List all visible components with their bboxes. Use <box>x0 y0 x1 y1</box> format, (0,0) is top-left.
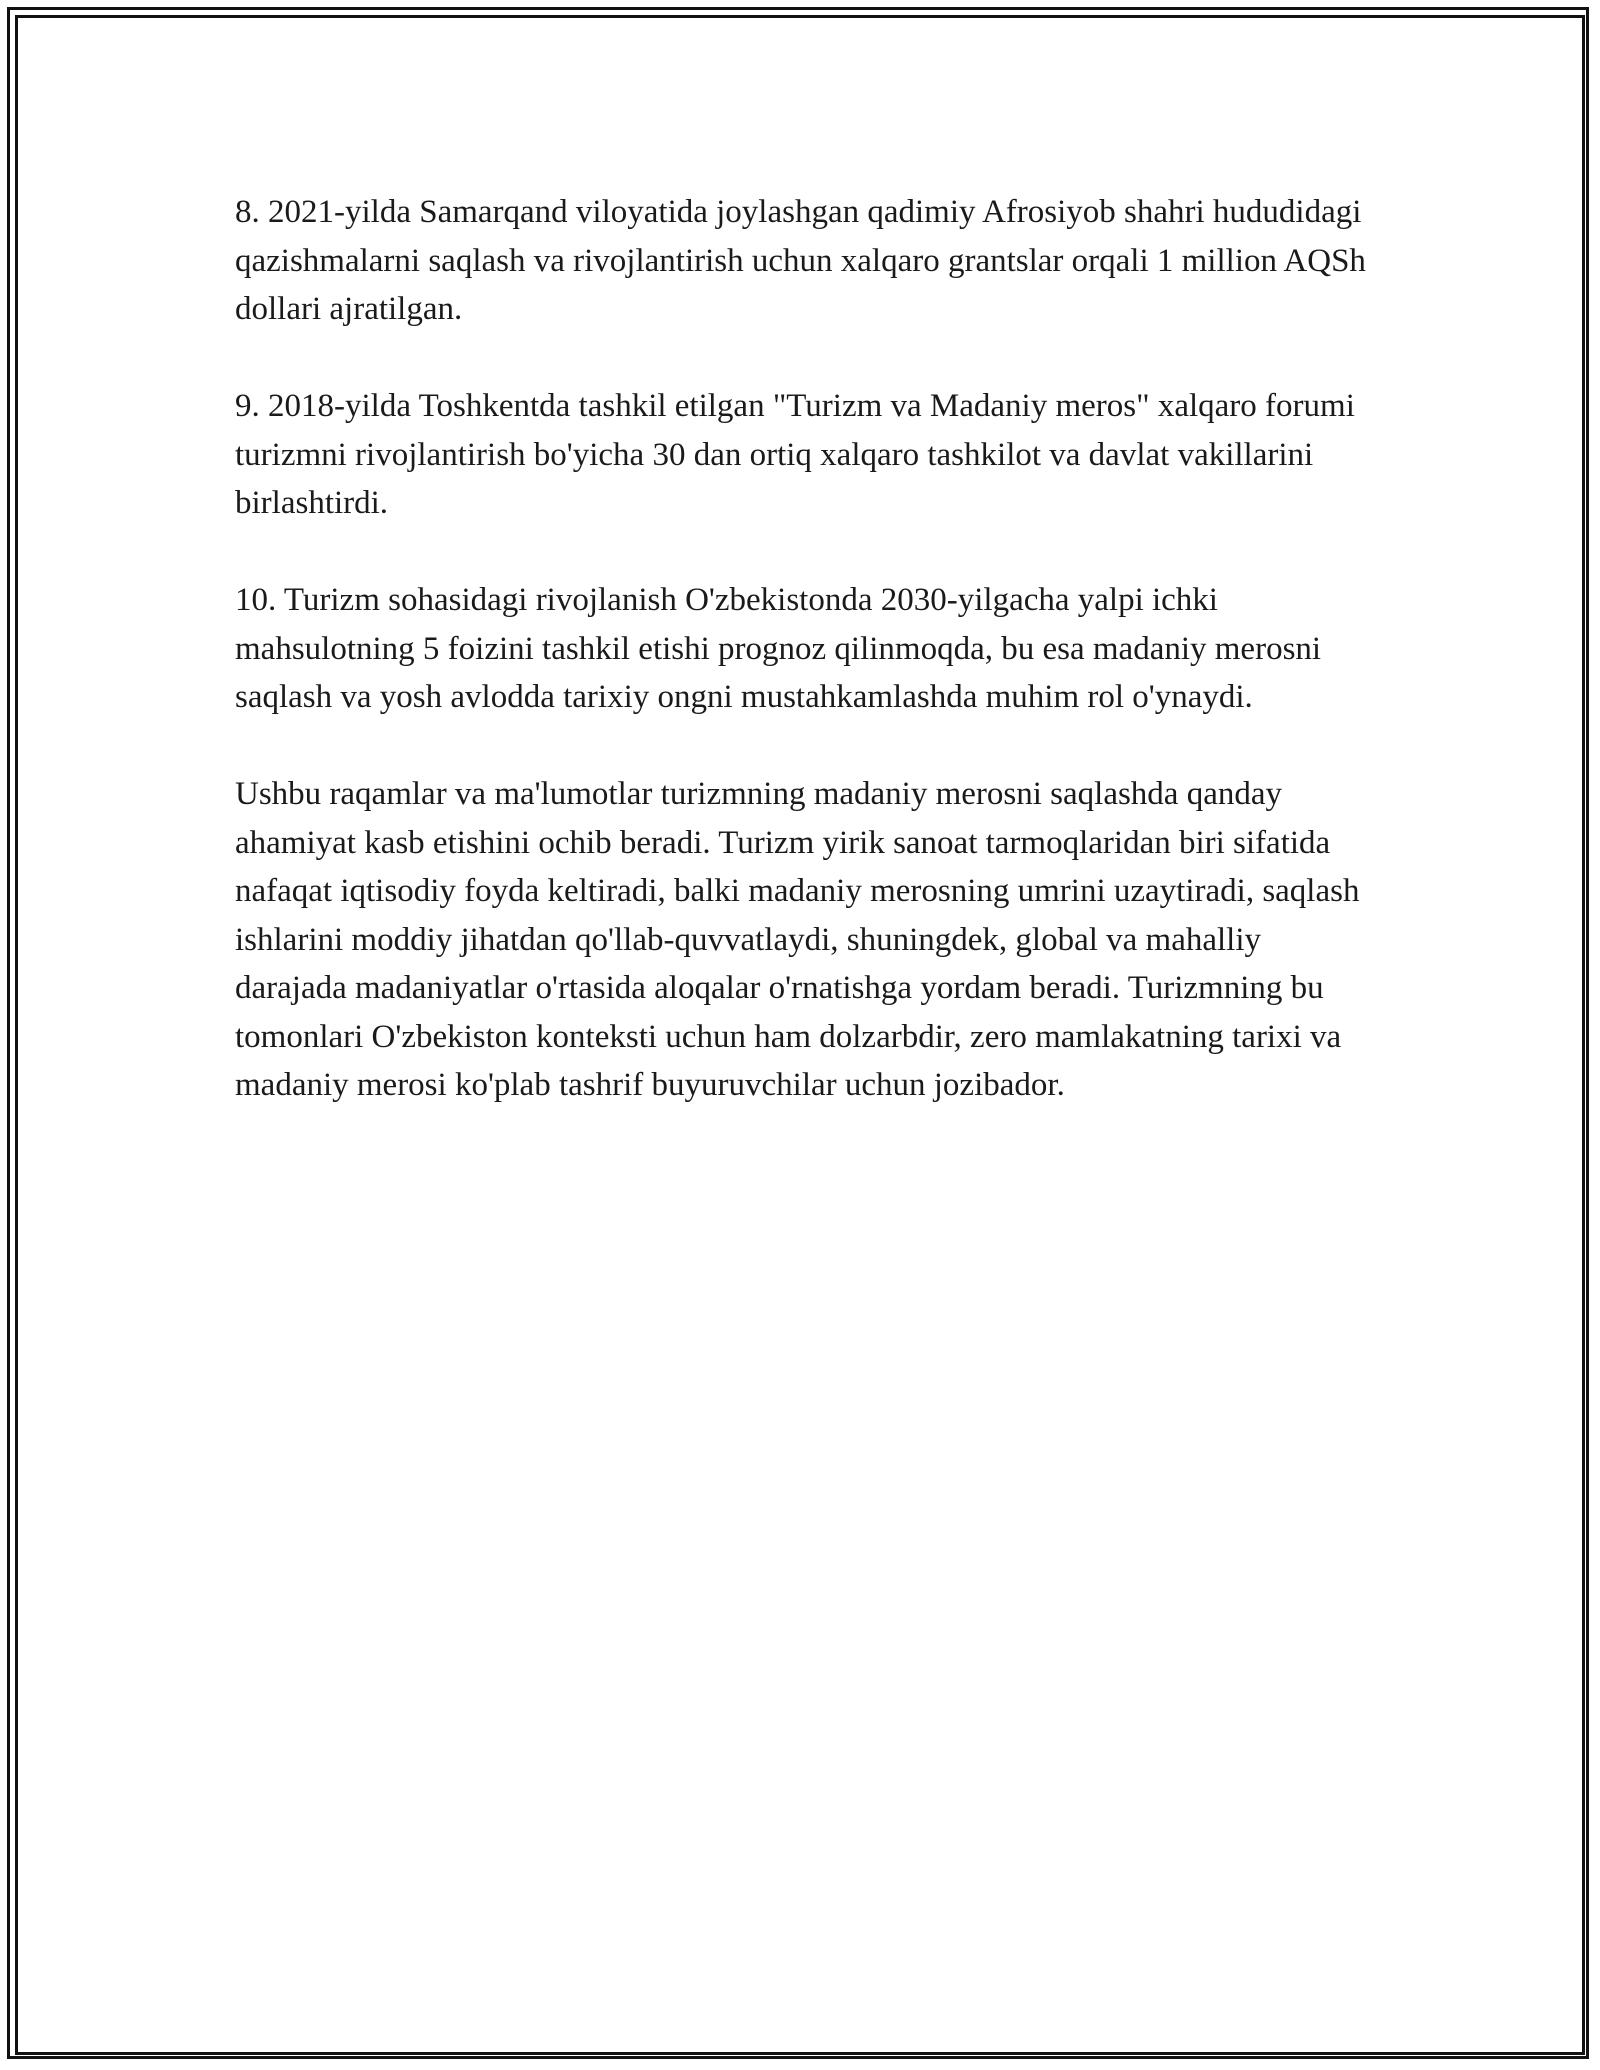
paragraph-item-9: 9. 2018-yilda Toshkentda tashkil etilgan "Turizm va Madaniy meros" xalqaro forumi turizmni rivojlantirish bo'yicha 30 dan ortiq xalqaro tashkilot va davlat vakillarini birlashtirdi. <box>235 388 1355 521</box>
paragraph-conclusion: Ushbu raqamlar va ma'lumotlar turizmning madaniy merosni saqlashda qanday ahamiyat kasb etishini ochib beradi. Turizm yirik sanoat tarmoqlaridan biri sifatida nafaqat iqtisodiy foyda keltiradi, balki madaniy merosning umrini uzaytiradi, saqlash ishlarini moddiy jihatdan qo'llab-quvvatlaydi, shuningdek, global va mahalliy darajada madaniyatlar o'rtasida aloqalar o'rnatishga yordam beradi. Turizmning bu tomonlari O'zbekiston konteksti uchun ham dolzarbdir, zero mamlakatning tarixi va madaniy merosi ko'plab tashrif buyuruvchilar uchun jozibador. <box>235 776 1360 1103</box>
paragraph-item-8: 8. 2021-yilda Samarqand viloyatida joylashgan qadimiy Afrosiyob shahri hududidagi qazishmalarni saqlash va rivojlantirish uchun xalqaro grantslar orqali 1 million AQSh dollari ajratilgan. <box>235 194 1366 327</box>
document-body <box>235 188 1370 1158</box>
paragraph-item-10: 10. Turizm sohasidagi rivojlanish O'zbekistonda 2030-yilgacha yalpi ichki mahsulotning 5 foizini tashkil etishi prognoz qilinmoqda, bu esa madaniy merosni saqlash va yosh avlodda tarixiy ongni mustahkamlashda muhim rol o'ynaydi. <box>235 582 1322 715</box>
